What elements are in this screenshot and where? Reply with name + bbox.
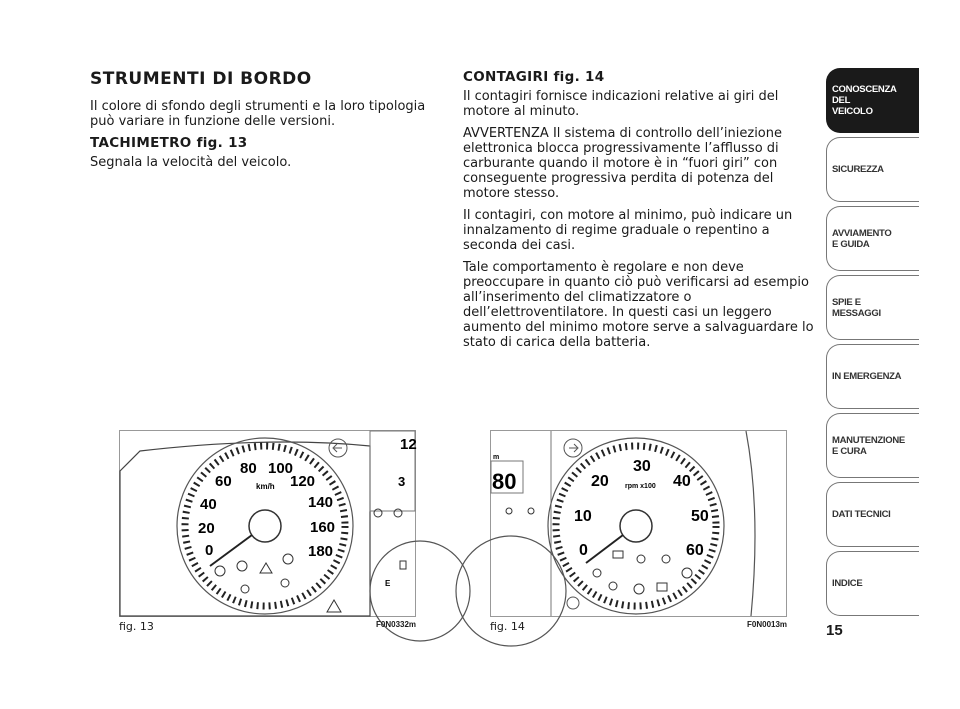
tachimetro-text: Segnala la velocità del veicolo. [90, 155, 292, 170]
tab-conoscenza-veicolo[interactable]: CONOSCENZA DEL VEICOLO [826, 68, 919, 133]
figure-14-caption: fig. 14 [490, 620, 525, 633]
rpm-unit: rpm x100 [625, 483, 656, 490]
left-column [90, 70, 445, 177]
speed-label-160: 160 [310, 519, 336, 536]
rpm-label-40: 40 [673, 473, 691, 490]
speed-label-120: 120 [290, 473, 316, 490]
odometer-top: 12 [400, 436, 417, 453]
page-number: 15 [826, 622, 843, 639]
tacho-hub [620, 510, 652, 542]
intro-paragraph: Il colore di sfondo degli strumenti e la loro tipologia può variare in funzione delle versioni. [90, 99, 426, 129]
lcd-unit: m [493, 454, 500, 461]
figure-13-speedometer [119, 430, 416, 617]
speed-label-40: 40 [200, 496, 217, 513]
tab-in-emergenza[interactable]: IN EMERGENZA [826, 344, 919, 409]
rpm-label-50: 50 [691, 508, 709, 525]
tab-indice[interactable]: INDICE [826, 551, 919, 616]
speed-label-140: 140 [308, 494, 334, 511]
rpm-label-20: 20 [591, 473, 609, 490]
speed-label-180: 180 [308, 543, 334, 560]
tab-dati-tecnici[interactable]: DATI TECNICI [826, 482, 919, 547]
lcd-digits: 80 [492, 469, 517, 494]
rpm-label-0: 0 [579, 542, 588, 559]
figure-13-code: F0N0332m [376, 620, 417, 629]
contagiri-paragraph-4: Tale comportamento è regolare e non deve preoccupare in quanto ciò può verificarsi ad esempio all’inserimento del climatizzatore o dell’elettroventilatore. In questi casi un leggero aumento del minimo motore serve a salvaguardare lo stato di carica della batteria. [463, 260, 814, 350]
speed-label-100: 100 [268, 460, 294, 477]
rpm-label-10: 10 [574, 508, 592, 525]
speed-label-0: 0 [205, 542, 214, 559]
tab-avviamento-guida[interactable]: AVVIAMENTO E GUIDA [826, 206, 919, 271]
speed-unit: km/h [256, 482, 275, 491]
contagiri-heading: CONTAGIRI fig. 14 [463, 69, 605, 85]
tachimetro-heading: TACHIMETRO fig. 13 [90, 135, 248, 151]
svg-text:E: E [385, 579, 391, 588]
contagiri-paragraph-3: Il contagiri, con motore al minimo, può indicare un innalzamento di regime graduale o repentino a seconda dei casi. [463, 208, 793, 253]
page-title: STRUMENTI DI BORDO [90, 69, 312, 89]
tab-spie-messaggi[interactable]: SPIE E MESSAGGI [826, 275, 919, 340]
odometer-mid: 3 [398, 474, 406, 489]
speed-label-20: 20 [198, 520, 215, 537]
right-column [463, 70, 818, 357]
speed-label-80: 80 [240, 460, 257, 477]
tab-manutenzione-cura[interactable]: MANUTENZIONE E CURA [826, 413, 919, 478]
section-tabs [826, 68, 919, 620]
contagiri-paragraph-2: AVVERTENZA Il sistema di controllo dell’iniezione elettronica blocca progressivamente l’afflusso di carburante quando il motore è in “fuori giri” con conseguente progressiva perdita di potenza del motore stesso. [463, 126, 783, 201]
speedo-hub [249, 510, 281, 542]
rpm-label-30: 30 [633, 458, 651, 475]
contagiri-paragraph-1: Il contagiri fornisce indicazioni relative ai giri del motore al minuto. [463, 89, 779, 119]
figure-14-code: F0N0013m [747, 620, 788, 629]
figure-14-tachometer [490, 430, 787, 617]
figure-13-caption: fig. 13 [119, 620, 154, 633]
tab-sicurezza[interactable]: SICUREZZA [826, 137, 919, 202]
rpm-label-60: 60 [686, 542, 704, 559]
speed-label-60: 60 [215, 473, 232, 490]
